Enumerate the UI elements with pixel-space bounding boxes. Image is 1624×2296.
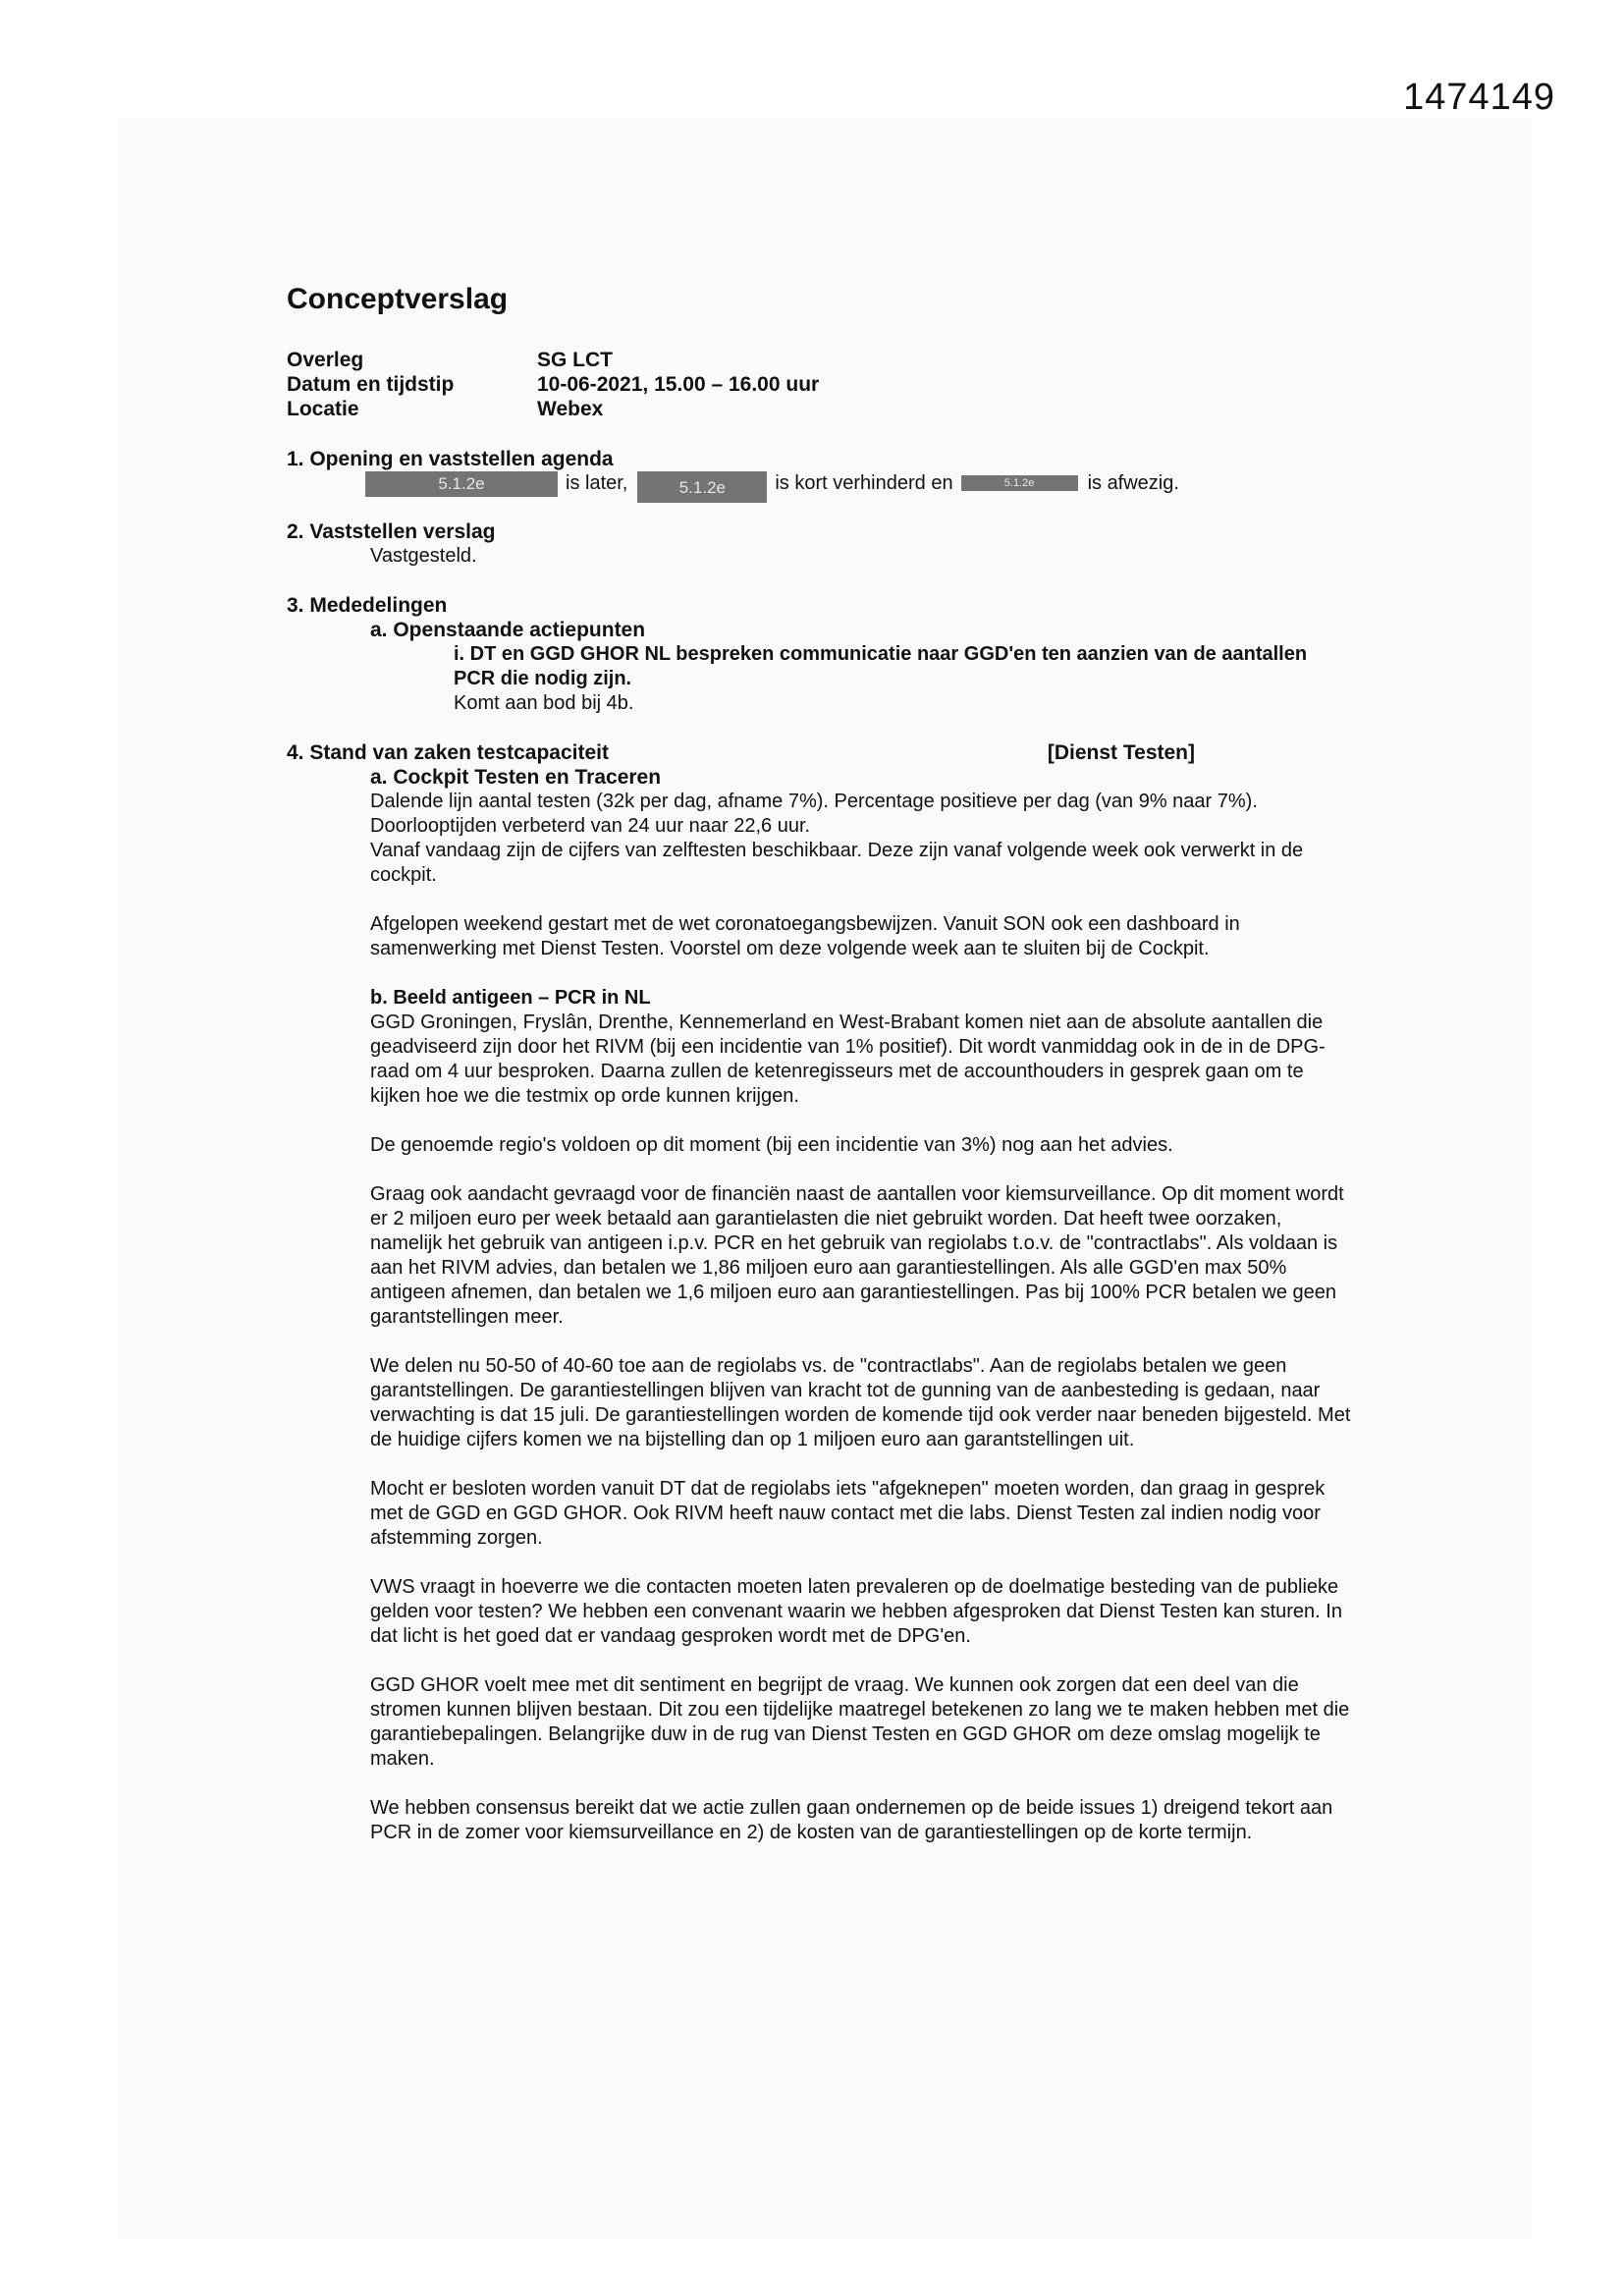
- paragraph: Doorlooptijden verbeterd van 24 uur naar 22,6 uur.: [370, 815, 811, 837]
- paragraph: VWS vraagt in hoeverre we die contacten moeten laten prevaleren op de doelmatige besteding van de publieke gelden voor testen? We hebben een convenant waarin we hebben afgesproken dat Dienst Testen kan sturen. In dat licht is het goed dat er vandaag gesproken wordt met de DPG'en.: [370, 1576, 1342, 1647]
- section-2-heading: 2. Vaststellen verslag: [287, 520, 496, 543]
- meta-row-datum: [287, 372, 819, 397]
- document-number: 1474149: [1403, 77, 1555, 118]
- section-4-owner: [Dienst Testen]: [1047, 741, 1195, 764]
- paragraph: Vanaf vandaag zijn de cijfers van zelftesten beschikbaar. Deze zijn vanaf volgende week ook verwerkt in de cockpit.: [370, 840, 1304, 886]
- redaction-block: 5.1.2e: [365, 471, 558, 497]
- section-3a-heading: a. Openstaande actiepunten: [370, 619, 646, 641]
- paragraph: Mocht er besloten worden vanuit DT dat de regiolabs iets "afgeknepen" moeten worden, dan graag in gesprek met de GGD en GGD GHOR. Ook RIVM heeft nauw contact met die labs. Dienst Testen zal indien nodig voor afstemming zorgen.: [370, 1478, 1326, 1549]
- paragraph: GGD Groningen, Fryslân, Drenthe, Kennemerland en West-Brabant komen niet aan de absolute aantallen die geadviseerd zijn door het RIVM (bij een incidentie van 1% positief). Dit wordt vanmiddag ook in de in de DPG-raad om 4 uur besproken. Daarna zullen de ketenregisseurs met de accounthouders in gesprek gaan om te kijken hoe we die testmix op orde kunnen krijgen.: [370, 1011, 1326, 1107]
- meta-value: 10-06-2021, 15.00 – 16.00 uur: [537, 373, 820, 396]
- section-1-attendance: [365, 471, 1179, 505]
- paragraph: We delen nu 50-50 of 40-60 toe aan de regiolabs vs. de "contractlabs". Aan de regiolabs betalen we geen garantstellingen. De garantiestellingen blijven van kracht tot de gunning van de aanbesteding is gedaan, naar verwachting is dat 15 juli. De garantiestellingen worden de komende tijd ook verder naar beneden bijgesteld. Met de huidige cijfers komen we na bijstelling dan op 1 miljoen euro aan garantstellingen uit.: [370, 1355, 1351, 1450]
- meta-label: Datum en tijdstip: [287, 373, 455, 396]
- meta-label: Locatie: [287, 398, 359, 420]
- action-item-note: Komt aan bod bij 4b.: [454, 692, 634, 714]
- paragraph: We hebben consensus bereikt dat we actie zullen gaan ondernemen op de beide issues 1) dreigend tekort aan PCR in de zomer voor kiemsurveillance en 2) de kosten van de garantiestellingen op de korte termijn.: [370, 1797, 1333, 1843]
- attendance-text: is later,: [566, 472, 628, 494]
- paragraph: De genoemde regio's voldoen op dit moment (bij een incidentie van 3%) nog aan het advies.: [370, 1134, 1173, 1156]
- paragraph: Afgelopen weekend gestart met de wet coronatoegangsbewijzen. Vanuit SON ook een dashboard in samenwerking met Dienst Testen. Voorstel om deze volgende week aan te sluiten bij de Cockpit.: [370, 913, 1240, 959]
- meta-value: Webex: [537, 398, 604, 420]
- document-title: Conceptverslag: [287, 283, 509, 315]
- paragraph: GGD GHOR voelt mee met dit sentiment en begrijpt de vraag. We kunnen ook zorgen dat een deel van die stromen kunnen blijven bestaan. Dit zou een tijdelijke maatregel betekenen zo lang we te maken hebben met die garantiebepalingen. Belangrijke duw in de rug van Dienst Testen en GGD GHOR om deze omslag mogelijk te maken.: [370, 1674, 1350, 1770]
- meta-row-locatie: [287, 397, 819, 421]
- section-4b-heading: b. Beeld antigeen – PCR in NL: [370, 987, 651, 1009]
- redaction-block: 5.1.2e: [637, 471, 767, 503]
- section-4a-heading: a. Cockpit Testen en Traceren: [370, 766, 662, 789]
- section-3-heading: 3. Mededelingen: [287, 594, 448, 617]
- section-4-heading: 4. Stand van zaken testcapaciteit: [287, 741, 609, 764]
- redaction-block: 5.1.2e: [961, 475, 1078, 491]
- attendance-text: is afwezig.: [1087, 472, 1179, 494]
- paragraph: Graag ook aandacht gevraagd voor de financiën naast de aantallen voor kiemsurveillance. Op dit moment wordt er 2 miljoen euro per week betaald aan garantielasten die niet gebruikt worden. Dat heeft twee oorzaken, namelijk het gebruik van antigeen i.p.v. PCR en het gebruik van regiolabs t.o.v. de "contractlabs". Als voldaan is aan het RIVM advies, dan betalen we 1,86 miljoen euro aan garantiestellingen. Als alle GGD'en max 50% antigeen afnemen, dan betalen we 1,6 miljoen euro aan garantiestellingen. Pas bij 100% PCR betalen we geen garantstellingen meer.: [370, 1183, 1344, 1328]
- section-4-heading-row: [287, 740, 1195, 765]
- attendance-text: is kort verhinderd en: [775, 472, 953, 494]
- section-1-heading: 1. Opening en vaststellen agenda: [287, 448, 614, 470]
- meta-label: Overleg: [287, 349, 364, 371]
- section-2-text: Vastgesteld.: [370, 545, 477, 567]
- action-item-i: i. DT en GGD GHOR NL bespreken communicatie naar GGD'en ten aanzien van de aantallen PCR die nodig zijn.: [454, 643, 1308, 689]
- paragraph: Dalende lijn aantal testen (32k per dag, afname 7%). Percentage positieve per dag (van 9% naar 7%).: [370, 791, 1258, 812]
- meta-value: SG LCT: [537, 349, 613, 371]
- section-4-body: [370, 790, 1352, 1870]
- meta-row-overleg: [287, 348, 819, 372]
- meeting-meta: [287, 348, 819, 421]
